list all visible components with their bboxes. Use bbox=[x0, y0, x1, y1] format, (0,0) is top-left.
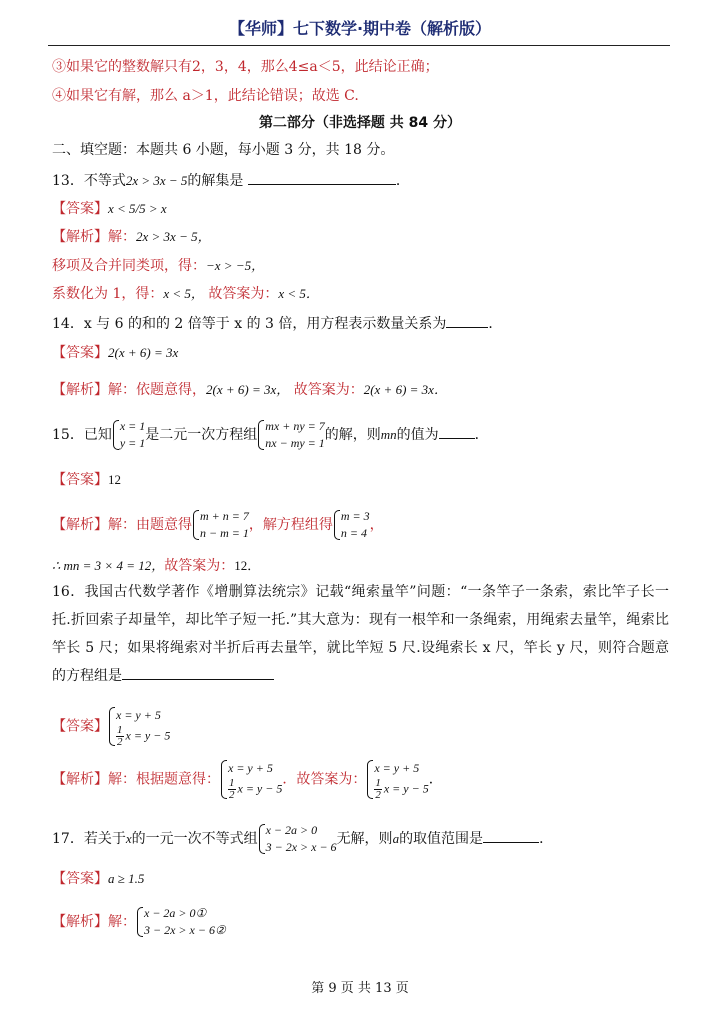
q16-row-2-rest: x = y − 5 bbox=[125, 728, 171, 743]
q16-analysis-system-1 bbox=[220, 758, 282, 801]
half-fraction bbox=[228, 778, 236, 801]
q13-answer-value: x < 5/5 > x bbox=[108, 201, 167, 216]
q16-analysis bbox=[52, 758, 443, 801]
q13-analysis-2 bbox=[52, 256, 264, 276]
answer-tag: 【答案】 bbox=[52, 345, 108, 361]
q15-analysis bbox=[52, 508, 384, 542]
q13-blank bbox=[248, 170, 396, 185]
q14-analysis bbox=[52, 380, 447, 400]
q14-a-math1: 2(x + 6) = 3x， bbox=[206, 382, 290, 397]
q13-inequality: 2x > 3x − 5 bbox=[125, 173, 188, 188]
q13-a3-math2: x < 5． bbox=[278, 286, 319, 301]
q13-analysis-1 bbox=[52, 227, 211, 247]
q17-sys-row: 3 − 2x > x − 6 bbox=[265, 840, 337, 854]
half-fraction bbox=[116, 725, 124, 748]
q15-blank bbox=[439, 424, 475, 439]
q16-row-1: x = y + 5 bbox=[374, 761, 420, 775]
q13-a2-pre: 移项及合并同类项，得： bbox=[52, 258, 206, 274]
q16-answer-system bbox=[108, 705, 170, 748]
q17-stem-tail: 的取值范围是 bbox=[399, 831, 484, 847]
q16-a-mid: ．故答案为： bbox=[282, 771, 367, 788]
q13-stem-text: 13．不等式 bbox=[52, 173, 126, 189]
analysis-tag: 【解析】 bbox=[52, 517, 108, 533]
q13-a1-math: 2x > 3x − 5， bbox=[136, 229, 211, 244]
page-header: 【华师】七下数学·期中卷（解析版） bbox=[228, 19, 492, 38]
q16-row-2 bbox=[116, 725, 170, 748]
q17-asys-row: 3 − 2x > x − 6② bbox=[144, 923, 226, 937]
header-divider bbox=[48, 45, 670, 46]
q14-stem: 14．x 与 6 的和的 2 倍等于 x 的 3 倍，用方程表示数量关系为 ． bbox=[52, 313, 502, 334]
q13-a3-pre: 系数化为 1，得： bbox=[52, 286, 164, 302]
q15-a-mid: ，解方程组得 bbox=[248, 517, 333, 533]
answer-tag: 【答案】 bbox=[52, 871, 108, 887]
q16-row-2 bbox=[228, 778, 282, 801]
q17-stem-mid: 的一元一次不等式组 bbox=[131, 831, 258, 847]
q16-row-1: x = y + 5 bbox=[228, 761, 273, 775]
q15-conclusion-math: ∴ mn = 3 × 4 = 12， bbox=[52, 558, 165, 573]
q17-stem-pre: 17．若关于 bbox=[52, 831, 126, 847]
frac-den: 2 bbox=[117, 736, 123, 748]
q15-sol-row: x = 1 bbox=[119, 419, 146, 433]
q15-stem-end: 的解，则 bbox=[324, 427, 381, 443]
q15-asys2-row: n = 4 bbox=[340, 526, 367, 540]
q16-row-1: x = y + 5 bbox=[116, 708, 161, 722]
q16-answer bbox=[52, 705, 170, 748]
analysis-tag: 【解析】 bbox=[52, 771, 108, 788]
q16-a-end: ． bbox=[428, 771, 443, 788]
q15-stem-tail: 的值为 bbox=[396, 427, 439, 443]
q13-a2-math: −x > −5， bbox=[206, 258, 265, 273]
q15-a-end: ， bbox=[369, 517, 384, 533]
option-3-line: ③如果它的整数解只有2，3，4，那么4≤a＜5，此结论正确； bbox=[52, 59, 439, 75]
q13-a1-pre: 解： bbox=[108, 229, 136, 245]
q14-answer-value: 2(x + 6) = 3x bbox=[108, 345, 179, 360]
analysis-tag: 【解析】 bbox=[52, 229, 108, 245]
q15-conclusion-val: 12． bbox=[234, 558, 261, 573]
q16-row-2-rest: x = y − 5 bbox=[383, 781, 429, 796]
q16-analysis-system-2 bbox=[366, 758, 428, 801]
q14-a-math2: 2(x + 6) = 3x． bbox=[363, 382, 447, 397]
q15-var: mn bbox=[380, 427, 397, 442]
q17-answer-value: a ≥ 1.5 bbox=[108, 871, 145, 886]
q17-stem: 17．若关于x的一元一次不等式组 x − 2a > 0 3 − 2x > x − 6 无解，则a的取值范围是 ． bbox=[52, 823, 554, 854]
q15-analysis-system-2 bbox=[333, 508, 370, 542]
q15-stem-mid: 是二元一次方程组 bbox=[145, 427, 258, 443]
q15-equation-system bbox=[257, 418, 325, 452]
frac-num: 1 bbox=[375, 777, 381, 789]
q15-asys1-row: n − m = 1 bbox=[200, 526, 249, 540]
answer-tag: 【答案】 bbox=[52, 718, 108, 735]
q14-a-mid: 故答案为： bbox=[293, 382, 364, 398]
q16-blank bbox=[122, 665, 274, 680]
half-fraction bbox=[374, 778, 382, 801]
frac-den: 2 bbox=[375, 789, 381, 801]
q17-inequality-system bbox=[258, 822, 337, 856]
analysis-tag: 【解析】 bbox=[52, 382, 108, 398]
answer-tag: 【答案】 bbox=[52, 472, 108, 488]
q15-conclusion-text: 故答案为： bbox=[164, 558, 235, 574]
q16-stem bbox=[52, 578, 669, 690]
q15-answer-value: 12 bbox=[108, 472, 121, 487]
q17-asys-row: x − 2a > 0① bbox=[144, 906, 207, 920]
q16-a-pre: 解：根据题意得： bbox=[108, 771, 220, 788]
q17-a-pre: 解： bbox=[108, 914, 136, 930]
q15-analysis-system-1 bbox=[192, 508, 249, 542]
q17-var-x: x bbox=[125, 831, 132, 846]
section-title: 第二部分（非选择题 共 84 分） bbox=[258, 115, 462, 131]
q15-answer bbox=[52, 470, 121, 490]
q17-answer bbox=[52, 869, 144, 889]
q17-blank bbox=[483, 828, 539, 843]
q17-stem-end: 无解，则 bbox=[336, 831, 393, 847]
q15-a-pre: 解：由题意得 bbox=[108, 517, 192, 533]
q15-stem-pre: 15．已知 bbox=[52, 427, 112, 443]
section-intro: 二、填空题：本题共 6 小题，每小题 3 分，共 18 分。 bbox=[52, 142, 395, 158]
page-footer: 第 9 页 共 13 页 bbox=[311, 981, 409, 996]
q13-stem-end: 的解集是 bbox=[187, 173, 244, 189]
analysis-tag: 【解析】 bbox=[52, 914, 108, 930]
frac-num: 1 bbox=[229, 777, 235, 789]
q15-conclusion bbox=[52, 556, 260, 576]
q17-analysis-system bbox=[136, 905, 226, 939]
q15-sys-row: nx − my = 1 bbox=[265, 436, 325, 450]
q13-analysis-3 bbox=[52, 284, 319, 304]
q15-stem: 15．已知 x = 1 y = 1 是二元一次方程组 mx + ny = 7 nx − my = 1 的解，则mn的值为 ． bbox=[52, 419, 489, 450]
q17-analysis bbox=[52, 905, 226, 939]
q13-answer bbox=[52, 199, 167, 219]
q15-solution-system bbox=[112, 418, 145, 452]
q14-stem-text: 14．x 与 6 的和的 2 倍等于 x 的 3 倍，用方程表示数量关系为 bbox=[52, 316, 447, 332]
q14-answer bbox=[52, 343, 178, 363]
q17-var-a: a bbox=[392, 831, 400, 846]
q14-blank bbox=[446, 313, 488, 328]
q13-a3-math1: x < 5， bbox=[163, 286, 204, 301]
q16-stem-text: 16．我国古代数学著作《增删算法统宗》记载“绳索量竿”问题：“一条竿子一条索，索比竿子长一托.折回索子却量竿，却比竿子短一托.”其大意为：现有一根竿和一条绳索，用绳索去量竿，绳索比竿长 5 尺；如果将绳索对半折后再去量竿，就比竿短 5 尺.设绳索长 x 尺，竿长 y 尺，则符合题意的方程组是 bbox=[52, 584, 669, 684]
frac-num: 1 bbox=[117, 724, 123, 736]
q15-asys2-row: m = 3 bbox=[340, 509, 370, 523]
q14-a-pre: 解：依题意得， bbox=[108, 382, 206, 398]
q13-stem: 13．不等式2x > 3x − 5的解集是 ． bbox=[52, 170, 410, 191]
q16-row-2-rest: x = y − 5 bbox=[237, 781, 283, 796]
q15-sys-row: mx + ny = 7 bbox=[265, 419, 325, 433]
option-4-line: ④如果它有解，那么 a＞1，此结论错误；故选 C. bbox=[52, 88, 359, 104]
frac-den: 2 bbox=[229, 789, 235, 801]
q15-asys1-row: m + n = 7 bbox=[200, 509, 249, 523]
q15-sol-row: y = 1 bbox=[119, 436, 146, 450]
q17-sys-row: x − 2a > 0 bbox=[265, 823, 318, 837]
answer-tag: 【答案】 bbox=[52, 201, 108, 217]
q16-row-2 bbox=[374, 778, 428, 801]
q13-a3-mid: 故答案为： bbox=[208, 286, 279, 302]
